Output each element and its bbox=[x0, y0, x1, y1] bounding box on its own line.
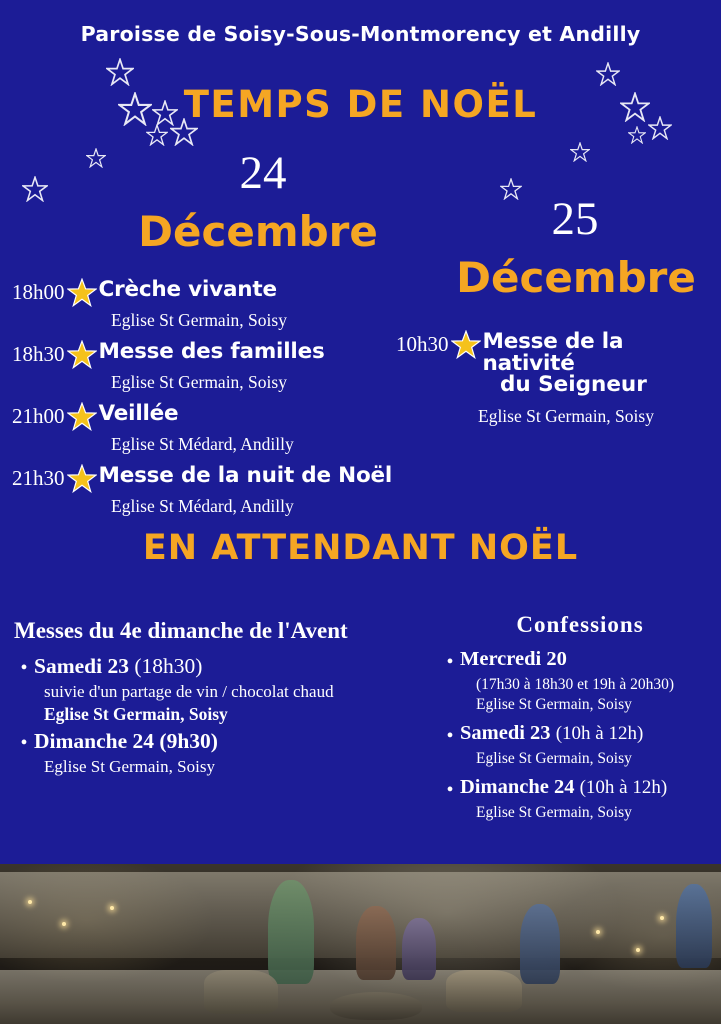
item-place: Eglise St Germain, Soisy bbox=[44, 704, 228, 724]
confessions-section bbox=[440, 612, 720, 822]
item-detail: (18h30) bbox=[134, 654, 203, 678]
item-place: Eglise St Germain, Soisy bbox=[44, 757, 215, 776]
light-sparkle-icon bbox=[110, 906, 114, 910]
figurine bbox=[268, 880, 314, 984]
day-25-event-list bbox=[396, 328, 716, 434]
light-sparkle-icon bbox=[636, 948, 640, 952]
event-place: Eglise St Germain, Soisy bbox=[478, 406, 654, 426]
list-item bbox=[14, 654, 434, 725]
event-item bbox=[396, 328, 716, 427]
event-time: 18h00 bbox=[12, 280, 65, 304]
animal-figurine bbox=[446, 970, 522, 1012]
event-name-line2: du Seigneur bbox=[500, 372, 647, 397]
day-25-block bbox=[390, 193, 720, 302]
figurine bbox=[402, 918, 436, 980]
decorative-star-icon bbox=[146, 124, 168, 146]
masses-advent-heading: Messes du 4e dimanche de l'Avent bbox=[14, 618, 348, 643]
item-place: Eglise St Germain, Soisy bbox=[476, 696, 632, 713]
day-24-block bbox=[8, 147, 408, 256]
star-icon bbox=[65, 400, 99, 432]
item-detail: (9h30) bbox=[159, 729, 218, 753]
star-icon bbox=[449, 328, 483, 360]
decorative-star-icon bbox=[106, 58, 134, 86]
page-title: TEMPS DE NOËL bbox=[183, 83, 538, 126]
masses-advent-section bbox=[14, 618, 434, 777]
star-icon bbox=[65, 276, 99, 308]
event-time: 10h30 bbox=[396, 332, 449, 356]
star-icon bbox=[65, 462, 99, 494]
item-detail: (10h à 12h) bbox=[579, 777, 668, 798]
figurine bbox=[676, 884, 712, 968]
item-label: Samedi 23 bbox=[460, 722, 551, 744]
day-24-month: Décembre bbox=[138, 207, 378, 256]
event-name: Messe de la nuit de Noël bbox=[98, 463, 393, 488]
day-25-month: Décembre bbox=[456, 253, 696, 302]
item-place: Eglise St Germain, Soisy bbox=[476, 804, 632, 821]
item-place: Eglise St Germain, Soisy bbox=[476, 750, 632, 767]
event-item bbox=[12, 400, 462, 455]
event-name: Crèche vivante bbox=[98, 277, 277, 302]
section-subtitle: EN ATTENDANT NOËL bbox=[142, 528, 579, 568]
event-place: Eglise St Germain, Soisy bbox=[111, 372, 287, 392]
event-item bbox=[12, 338, 462, 393]
light-sparkle-icon bbox=[28, 900, 32, 904]
parish-name: Paroisse de Soisy-Sous-Montmorency et Andilly bbox=[80, 22, 641, 46]
event-place: Eglise St Germain, Soisy bbox=[111, 310, 287, 330]
nativity-scene-photo bbox=[0, 864, 721, 1024]
confessions-heading: Confessions bbox=[516, 612, 644, 637]
item-detail: (10h à 12h) bbox=[555, 723, 644, 744]
decorative-star-icon bbox=[628, 126, 646, 144]
item-label: Samedi 23 bbox=[34, 654, 129, 678]
day-24-event-list bbox=[12, 276, 462, 524]
list-item bbox=[440, 722, 720, 768]
item-label: Dimanche 24 bbox=[34, 729, 155, 753]
animal-figurine bbox=[204, 970, 278, 1014]
list-item bbox=[440, 776, 720, 822]
event-name: Messe des familles bbox=[98, 339, 325, 364]
star-icon bbox=[65, 338, 99, 370]
decorative-star-icon bbox=[570, 142, 590, 162]
item-note: (17h30 à 18h30 et 19h à 20h30) bbox=[476, 676, 675, 693]
figurine bbox=[520, 904, 560, 984]
light-sparkle-icon bbox=[62, 922, 66, 926]
day-24-number: 24 bbox=[239, 147, 287, 199]
event-name: Veillée bbox=[98, 401, 179, 426]
day-25-number: 25 bbox=[551, 193, 599, 245]
event-place: Eglise St Médard, Andilly bbox=[111, 496, 294, 516]
bullet-icon: • bbox=[20, 657, 28, 679]
manger bbox=[330, 992, 422, 1020]
event-time: 21h30 bbox=[12, 466, 65, 490]
event-place: Eglise St Médard, Andilly bbox=[111, 434, 294, 454]
bullet-icon: • bbox=[446, 651, 454, 673]
event-time: 18h30 bbox=[12, 342, 65, 366]
list-item bbox=[440, 648, 720, 714]
figurine bbox=[356, 906, 396, 980]
event-name: Messe de la nativité bbox=[482, 329, 624, 376]
light-sparkle-icon bbox=[596, 930, 600, 934]
item-note: suivie d'un partage de vin / chocolat chaud bbox=[44, 682, 334, 701]
bullet-icon: • bbox=[20, 732, 28, 754]
event-item bbox=[12, 462, 462, 517]
light-sparkle-icon bbox=[660, 916, 664, 920]
event-time: 21h00 bbox=[12, 404, 65, 428]
item-label: Mercredi 20 bbox=[460, 648, 567, 670]
bullet-icon: • bbox=[446, 725, 454, 747]
bullet-icon: • bbox=[446, 779, 454, 801]
item-label: Dimanche 24 bbox=[460, 776, 575, 798]
list-item bbox=[14, 729, 434, 777]
